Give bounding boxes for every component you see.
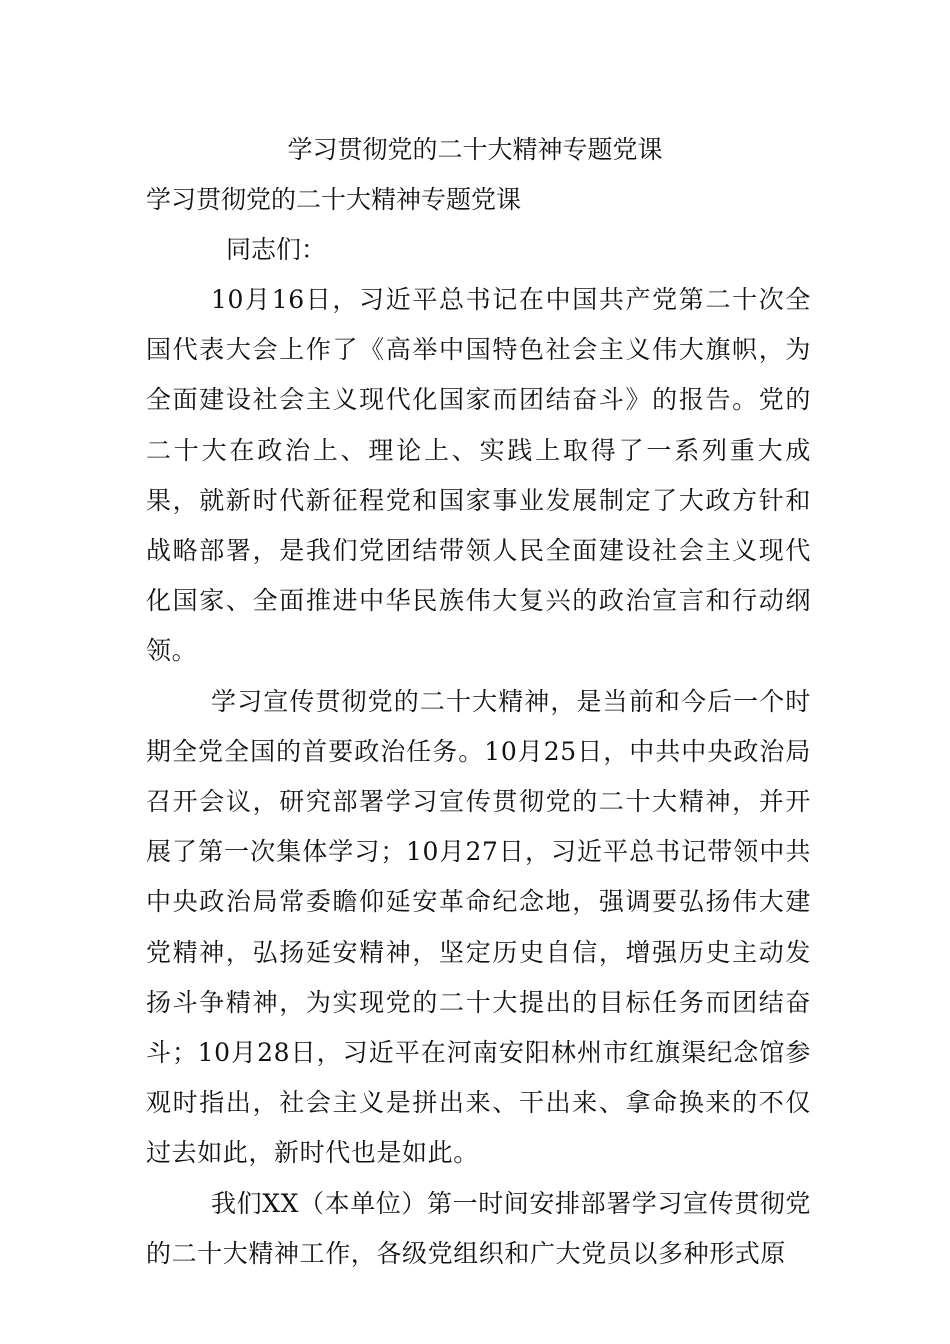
paragraph-1: 10月16日，习近平总书记在中国共产党第二十次全国代表大会上作了《高举中国特色社会主义伟大旗帜，为全面建设社会主义现代化国家而团结奋斗》的报告。党的二十大在政治上、理论上、实践上取得了一系列重大成果，就新时代新征程党和国家事业发展制定了大政方针和战略部署，是我们党团结带领人民全面建设社会主义现代化国家、全面推进中华民族伟大复兴的政治宣言和行动纲领。 [146,285,811,666]
paragraph-2: 学习宣传贯彻党的二十大精神，是当前和今后一个时期全党全国的首要政治任务。10月25日，中共中央政治局召开会议，研究部署学习宣传贯彻党的二十大精神，并开展了第一次集体学习；10月27日，习近平总书记带领中共中央政治局常委瞻仰延安革命纪念地，强调要弘扬伟大建党精神，弘扬延安精神，坚定历史自信，增强历史主动发扬斗争精神，为实现党的二十大提出的目标任务而团结奋斗；10月28日，习近平在河南安阳林州市红旗渠纪念馆参观时指出，社会主义是拼出来、干出来、拿命换来的不仅过去如此，新时代也是如此。 [146,686,811,1168]
document-body [146,275,811,1279]
document-subtitle: 学习贯彻党的二十大精神专题党课 [146,185,522,214]
salutation: 同志们： [226,235,327,264]
paragraph-3: 我们XX（本单位）第一时间安排部署学习宣传贯彻党的二十大精神工作，各级党组织和广大党员以多种形式原 [146,1188,811,1268]
document-title: 学习贯彻党的二十大精神专题党课 [287,135,663,164]
